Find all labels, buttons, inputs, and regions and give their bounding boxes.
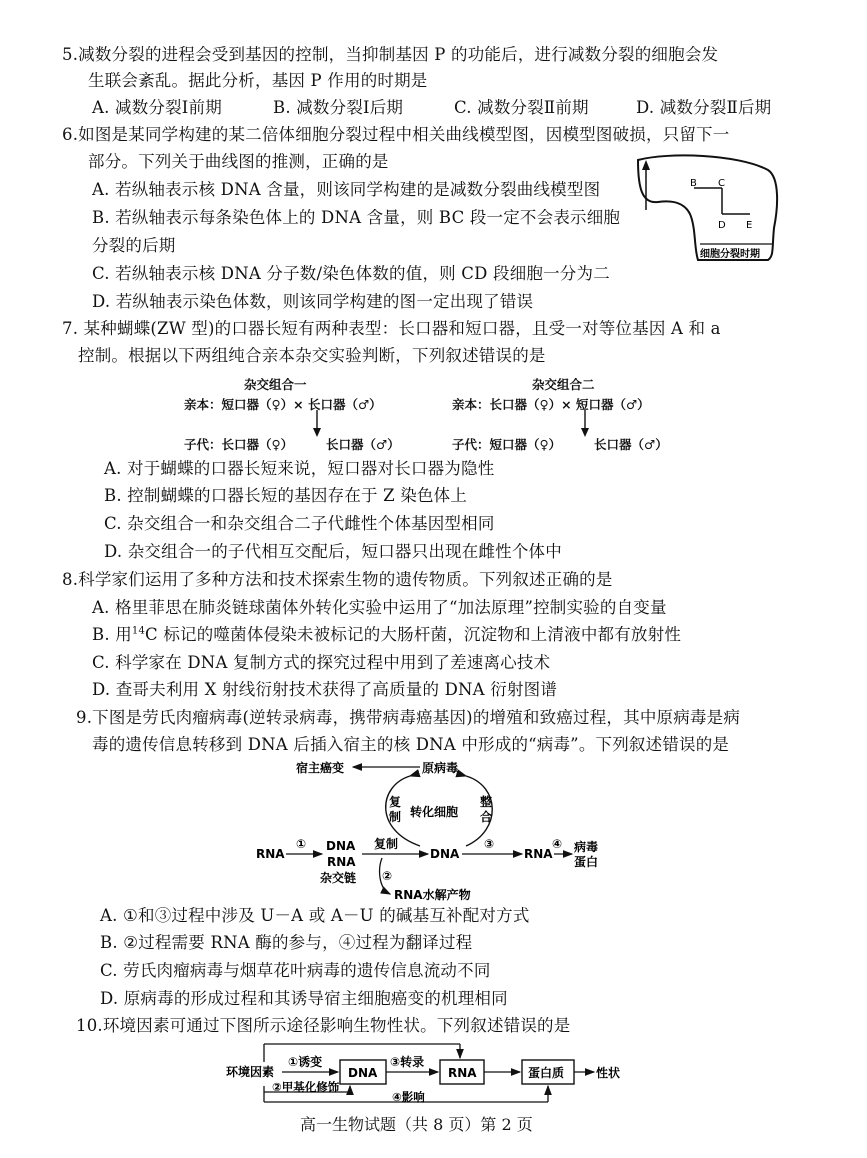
q7-option-a: A. 对于蝴蝶的口器长短来说，短口器对长口器为隐性 [104, 459, 495, 478]
mutagenesis-label: ①诱变 [288, 1055, 323, 1069]
cross2-arrow [580, 410, 590, 438]
virus-protein-label-1: 病毒 [574, 840, 599, 854]
q5-option-d: D. 减数分裂Ⅱ后期 [636, 98, 772, 117]
virus-protein-label-2: 蛋白 [574, 855, 599, 869]
q6-option-b-line2: 分裂的后期 [92, 236, 176, 255]
replicate-label-v1: 复 [389, 795, 402, 809]
cross2-parents: 亲本：长口器（♀）× 短口器（♂） [452, 397, 650, 412]
q7-option-c: C. 杂交组合一和杂交组合二子代雌性个体基因型相同 [104, 514, 495, 533]
methylation-label: ②甲基化修饰 [272, 1080, 340, 1094]
cross2-title: 杂交组合二 [532, 377, 595, 392]
host-cancer-label: 宿主癌变 [296, 761, 345, 775]
transform-cell-label: 转化细胞 [410, 805, 459, 819]
q6-axis-label: 细胞分裂时期 [700, 249, 760, 260]
q8-option-a: A. 格里菲思在肺炎链球菌体外转化实验中运用了“加法原理”控制实验的自变量 [92, 598, 667, 617]
step2-label: ② [382, 869, 393, 883]
q10-pathway-figure [222, 1040, 642, 1110]
cross1-title: 杂交组合一 [244, 377, 307, 392]
cross1-child-male: 长口器（♂） [326, 437, 400, 452]
q5-option-c: C. 减数分裂Ⅱ前期 [454, 98, 589, 117]
q8-option-b-text: C 标记的噬菌体侵染未被标记的大肠杆菌，沉淀物和上清液中都有放射性 [145, 625, 682, 644]
cross2-child-female: 子代：短口器（♀） [452, 437, 562, 452]
dna-label: DNA [348, 1066, 378, 1080]
rna-label: RNA [448, 1066, 477, 1080]
q5-stem-line2: 生联会紊乱。据此分析，基因 P 作用的时期是 [88, 71, 428, 90]
q9-virus-figure [250, 758, 610, 908]
dna2-label: DNA [430, 847, 460, 861]
q9-stem-line1: 9.下图是劳氏肉瘤病毒(逆转录病毒，携带病毒癌基因)的增殖和致癌过程，其中原病毒是病 [76, 708, 741, 727]
q9-option-c: C. 劳氏肉瘤病毒与烟草花叶病毒的遗传信息流动不同 [100, 961, 491, 980]
influence-label: ④影响 [392, 1090, 425, 1104]
page-footer: 高一生物试题（共 8 页）第 2 页 [300, 1115, 533, 1134]
q8-option-c: C. 科学家在 DNA 复制方式的探究过程中用到了差速离心技术 [92, 653, 551, 672]
integrate-label-v2: 合 [480, 810, 493, 824]
q8-option-d: D. 查哥夫利用 X 射线衍射技术获得了高质量的 DNA 衍射图谱 [92, 680, 558, 699]
q9-option-a: A. ①和③过程中涉及 U－A 或 A－U 的碱基互补配对方式 [100, 906, 530, 925]
q6-stem-line2: 部分。下列关于曲线图的推测，正确的是 [88, 152, 389, 171]
q6-option-c: C. 若纵轴表示核 DNA 分子数/染色体数的值，则 CD 段细胞一分为二 [92, 264, 610, 283]
q6-option-b-line1: B. 若纵轴表示每条染色体上的 DNA 含量，则 BC 段一定不会表示细胞 [92, 208, 621, 227]
rna-mid-label: RNA [327, 855, 356, 869]
env-factor-label: 环境因素 [226, 1065, 275, 1079]
cross2-child-male: 长口器（♂） [594, 437, 668, 452]
q6-stem-line1: 6.如图是某同学构建的某二倍体细胞分裂过程中相关曲线模型图，因模型图破损，只留下一 [62, 125, 730, 144]
dna1-label: DNA [326, 839, 356, 853]
q5-option-b: B. 减数分裂Ⅰ后期 [273, 98, 404, 117]
q5-option-a: A. 减数分裂Ⅰ前期 [92, 98, 222, 117]
q8-option-b-isotope: 14 [131, 625, 146, 637]
q7-option-b: B. 控制蝴蝶的口器长短的基因存在于 Z 染色体上 [104, 486, 468, 505]
protein-label: 蛋白质 [528, 1066, 565, 1080]
step3-label: ③ [484, 837, 495, 851]
q7-stem-line2: 控制。根据以下两组纯合亲本杂交实验判断，下列叙述错误的是 [78, 346, 546, 365]
step4-label: ④ [552, 837, 563, 851]
replicate-label-v2: 制 [389, 810, 402, 824]
q6-option-d: D. 若纵轴表示染色体数，则该同学构建的图一定出现了错误 [92, 292, 534, 311]
replicate-label: 复制 [374, 837, 399, 851]
q9-stem-line2: 毒的遗传信息转移到 DNA 后插入宿主的核 DNA 中形成的“病毒”。下列叙述错误的是 [92, 735, 730, 754]
rna-products-label: RNA水解产物 [394, 888, 471, 902]
transcription-label: ③转录 [390, 1055, 425, 1069]
q6-curve-figure [628, 148, 788, 266]
q9-option-d: D. 原病毒的形成过程和其诱导宿主细胞癌变的机理相同 [100, 989, 508, 1008]
provirus-label: 原病毒 [422, 761, 459, 775]
q7-stem-line1: 7. 某种蝴蝶(ZW 型)的口器长短有两种表型：长口器和短口器，且受一对等位基因 A 和 a [62, 319, 721, 338]
rna-right-label: RNA [524, 847, 553, 861]
hybrid-label: 杂交链 [320, 871, 357, 885]
q6-label-b: B [690, 178, 697, 189]
q6-label-d: D [718, 220, 726, 231]
trait-label: 性状 [596, 1066, 621, 1080]
step1-label: ① [296, 837, 307, 851]
rna-left-label: RNA [256, 847, 285, 861]
integrate-label-v1: 整 [480, 795, 493, 809]
cross1-child-female: 子代：长口器（♀） [184, 437, 294, 452]
q9-option-b: B. ②过程需要 RNA 酶的参与，④过程为翻译过程 [100, 933, 473, 952]
q6-option-a: A. 若纵轴表示核 DNA 含量，则该同学构建的是减数分裂曲线模型图 [92, 180, 601, 199]
q8-option-b [92, 624, 681, 646]
q6-label-c: C [718, 178, 725, 189]
cross1-arrow [312, 410, 322, 438]
q7-option-d: D. 杂交组合一的子代相互交配后，短口器只出现在雌性个体中 [104, 542, 562, 561]
q6-label-e: E [746, 220, 753, 231]
cross1-parents: 亲本：短口器（♀）× 长口器（♂） [184, 397, 382, 412]
q8-stem: 8.科学家们运用了多种方法和技术探索生物的遗传物质。下列叙述正确的是 [62, 570, 613, 589]
q8-option-b-prefix: B. 用 [92, 625, 132, 644]
q5-stem-line1: 5.减数分裂的进程会受到基因的控制，当抑制基因 P 的功能后，进行减数分裂的细胞会发 [62, 45, 719, 64]
q10-stem: 10.环境因素可通过下图所示途径影响生物性状。下列叙述错误的是 [76, 1016, 571, 1035]
